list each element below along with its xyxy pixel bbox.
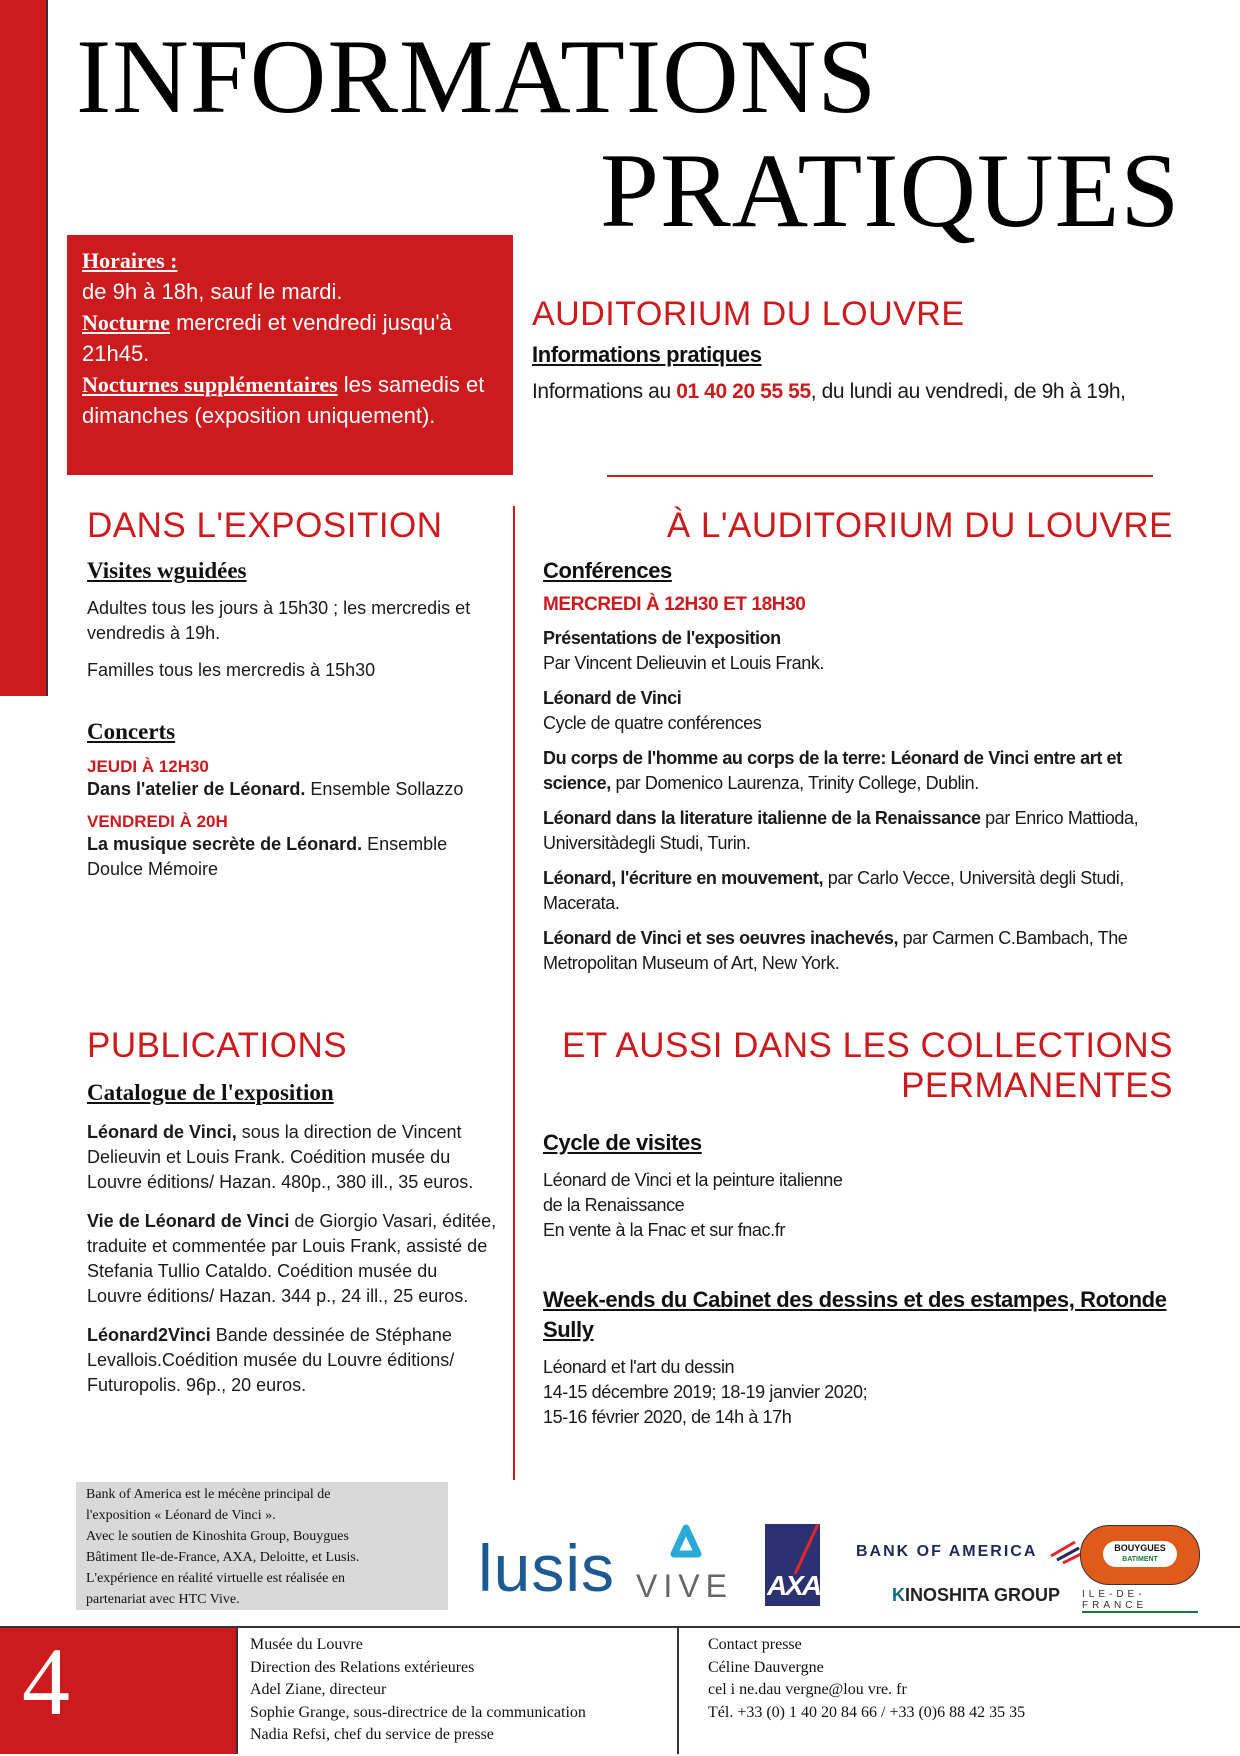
page-number-box — [0, 1628, 238, 1754]
footer-separator — [677, 1628, 679, 1754]
publication-item — [87, 1323, 497, 1398]
publication-detail: de Giorgio Vasari, éditée, traduite et commentée par Louis Frank, assisté de Stefania Tullio Cataldo. Coédition musée du Louvre éditions/ Hazan. 344 p., 24 ill., 25 euros. — [87, 1211, 497, 1306]
concert-when: JEUDI À 12H30 — [87, 757, 209, 776]
cycle-line: En vente à la Fnac et sur fnac.fr — [543, 1220, 785, 1240]
conference-item — [543, 626, 1173, 676]
nocturne-text: mercredi et vendredi jusqu'à 21h45. — [82, 310, 452, 366]
contact-line: Contact presse — [708, 1636, 802, 1653]
hours-main: de 9h à 18h, sauf le mardi. — [82, 279, 343, 304]
publications-section — [87, 1026, 497, 1412]
exposition-heading: DANS L'EXPOSITION — [87, 506, 443, 545]
publication-detail: sous la direction de Vincent Delieuvin et Louis Frank. Coédition musée du Louvre éditions/ Hazan. 480p., 380 ill., 35 euros. — [87, 1122, 474, 1192]
vive-wordmark: VIVE — [636, 1568, 733, 1604]
sidebar-accent-bar — [0, 0, 48, 696]
collections-heading-line1: ET AUSSI DANS LES COLLECTIONS — [562, 1026, 1173, 1065]
conference-title: Léonard de Vinci — [543, 688, 682, 708]
bank-of-america-logo — [856, 1540, 1083, 1564]
bofa-flag-icon — [1047, 1540, 1083, 1564]
conference-item — [543, 686, 1173, 736]
bouygues-word2: BATIMENT — [1122, 1556, 1158, 1563]
concerts-heading: Concerts — [87, 719, 176, 744]
axa-wordmark: AXA — [767, 1570, 820, 1601]
conference-detail: par Enrico Mattioda, Universitàdegli Studi, Turin. — [543, 808, 1139, 853]
publications-list — [87, 1120, 497, 1398]
conferences-heading: Conférences — [543, 558, 672, 583]
concert-title: La musique secrète de Léonard. — [87, 834, 363, 854]
bouygues-word1: BOUYGUES — [1114, 1543, 1166, 1553]
concert-title: Dans l'atelier de Léonard. — [87, 779, 306, 799]
bofa-wordmark: BANK OF AMERICA — [856, 1543, 1037, 1561]
conference-title: Léonard, l'écriture en mouvement, — [543, 868, 824, 888]
concert-performer: Ensemble Doulce Mémoire — [87, 834, 448, 879]
conference-detail: par Domenico Laurenza, Trinity College, Dublin. — [610, 773, 979, 793]
conference-title: Présentations de l'exposition — [543, 628, 781, 648]
conference-item — [543, 746, 1173, 796]
conference-item — [543, 866, 1173, 916]
conference-item — [543, 926, 1173, 976]
visits-families: Familles tous les mercredis à 15h30 — [87, 660, 376, 680]
sponsor-line: partenariat avec HTC Vive. — [86, 1592, 240, 1607]
org-line: Nadia Refsi, chef du service de presse — [250, 1726, 494, 1743]
auditorium-info-heading: AUDITORIUM DU LOUVRE — [532, 295, 965, 333]
contact-phone: Tél. +33 (0) 1 40 20 84 66 / +33 (0)6 88 42 35 35 — [708, 1703, 1026, 1721]
cycle-text — [543, 1168, 1173, 1243]
auditorium-heading: À L'AUDITORIUM DU LOUVRE — [666, 506, 1173, 545]
sponsor-note — [76, 1482, 448, 1610]
sponsor-line: Bank of America est le mécène principal de — [86, 1487, 331, 1502]
visits-heading: Visites wguidées — [87, 558, 247, 583]
conference-detail: par Carlo Vecce, Università degli Studi, Macerata. — [543, 868, 1124, 913]
exposition-section — [87, 506, 497, 882]
info-text-before: Informations au — [532, 380, 677, 403]
footer-press-contact — [708, 1634, 1025, 1724]
hours-box — [67, 235, 513, 475]
column-divider — [513, 506, 515, 1480]
auditorium-phone: 01 40 20 55 55 — [676, 380, 811, 403]
horizontal-divider — [607, 475, 1153, 477]
auditorium-info-section — [532, 294, 1152, 407]
catalogue-heading: Catalogue de l'exposition — [87, 1080, 334, 1105]
bouygues-region: ILE-DE-FRANCE — [1082, 1589, 1198, 1613]
cycle-heading: Cycle de visites — [543, 1130, 702, 1155]
auditorium-info-subheading: Informations pratiques — [532, 342, 762, 367]
weekends-text — [543, 1355, 1173, 1430]
conference-detail: Par Vincent Delieuvin et Louis Frank. — [543, 653, 825, 673]
sponsor-line: L'expérience en réalité virtuelle est réalisée en — [86, 1571, 346, 1586]
cycle-line: Léonard de Vinci et la peinture italienne — [543, 1170, 843, 1190]
conference-title: Du corps de l'homme au corps de la terre: Léonard de Vinci entre art et science, — [543, 748, 1122, 793]
conference-title: Léonard dans la literature italienne de la Renaissance — [543, 808, 981, 828]
concert-item — [87, 812, 497, 882]
page-number: 4 — [22, 1628, 70, 1735]
publication-title: Léonard2Vinci — [87, 1325, 211, 1345]
vive-logo — [636, 1524, 736, 1606]
vive-triangle-icon — [636, 1524, 736, 1564]
hours-label: Horaires : — [82, 248, 178, 273]
conference-item — [543, 806, 1173, 856]
org-line: Direction des Relations extérieures — [250, 1658, 475, 1676]
sponsor-line: Avec le soutien de Kinoshita Group, Bouygues — [86, 1529, 349, 1544]
kinoshita-wordmark: INOSHITA GROUP — [905, 1585, 1061, 1605]
concert-when: VENDREDI À 20H — [87, 812, 228, 831]
visits-adults: Adultes tous les jours à 15h30 ; les mercredis et vendredis à 19h. — [87, 598, 471, 643]
cycle-line: de la Renaissance — [543, 1195, 685, 1215]
page-title-line1: INFORMATIONS — [76, 18, 878, 135]
bouygues-inner — [1103, 1541, 1177, 1567]
kinoshita-k: K — [892, 1585, 905, 1605]
sponsor-line: Bâtiment Ile-de-France, AXA, Deloitte, et Lusis. — [86, 1550, 360, 1565]
nocturne-label: Nocturne — [82, 310, 170, 335]
publication-title: Vie de Léonard de Vinci — [87, 1211, 290, 1231]
sponsor-line: l'exposition « Léonard de Vinci ». — [86, 1508, 276, 1523]
org-line: Sophie Grange, sous-directrice de la communication — [250, 1703, 586, 1721]
org-line: Adel Ziane, directeur — [250, 1681, 387, 1698]
lusis-logo: lusis — [478, 1531, 616, 1605]
publication-title: Léonard de Vinci, — [87, 1122, 237, 1142]
concert-performer: Ensemble Sollazzo — [305, 779, 464, 799]
concert-item — [87, 757, 497, 802]
publications-heading: PUBLICATIONS — [87, 1026, 348, 1065]
contact-line: Céline Dauvergne — [708, 1658, 824, 1676]
contact-email[interactable]: cel i ne.dau vergne@lou vre. fr — [708, 1681, 907, 1698]
weekends-line: Léonard et l'art du dessin — [543, 1357, 735, 1377]
conferences-when: MERCREDI À 12H30 ET 18H30 — [543, 594, 806, 615]
conference-detail: par Carmen C.Bambach, The Metropolitan Museum of Art, New York. — [543, 928, 1128, 973]
collections-section — [543, 1026, 1173, 1430]
extra-nocturnes-label: Nocturnes supplémentaires — [82, 372, 338, 397]
publication-item — [87, 1120, 497, 1195]
weekends-line: 14-15 décembre 2019; 18-19 janvier 2020; — [543, 1382, 868, 1402]
conference-title: Léonard de Vinci et ses oeuvres inachevés, — [543, 928, 899, 948]
publication-item — [87, 1209, 497, 1309]
page-title-line2: PRATIQUES — [600, 132, 1181, 249]
auditorium-section — [543, 506, 1173, 986]
collections-heading-line2: PERMANENTES — [901, 1066, 1173, 1105]
weekends-heading: Week-ends du Cabinet des dessins et des estampes, Rotonde Sully — [543, 1287, 1167, 1342]
axa-logo — [765, 1524, 820, 1606]
bouygues-logo — [1080, 1525, 1198, 1611]
bouygues-badge — [1080, 1525, 1200, 1585]
conferences-list — [543, 626, 1173, 976]
conference-detail: Cycle de quatre conférences — [543, 713, 762, 733]
extra-nocturnes-text: les samedis et dimanches (exposition uniquement). — [82, 372, 485, 428]
footer-organization — [250, 1634, 586, 1747]
info-text-after: , du lundi au vendredi, de 9h à 19h, — [810, 380, 1126, 403]
publication-detail: Bande dessinée de Stéphane Levallois.Coédition musée du Louvre éditions/ Futuropolis. 96p., 20 euros. — [87, 1325, 455, 1395]
kinoshita-logo — [892, 1585, 1060, 1606]
weekends-line: 15-16 février 2020, de 14h à 17h — [543, 1407, 792, 1427]
auditorium-info-text — [532, 376, 1152, 407]
org-line: Musée du Louvre — [250, 1636, 363, 1653]
